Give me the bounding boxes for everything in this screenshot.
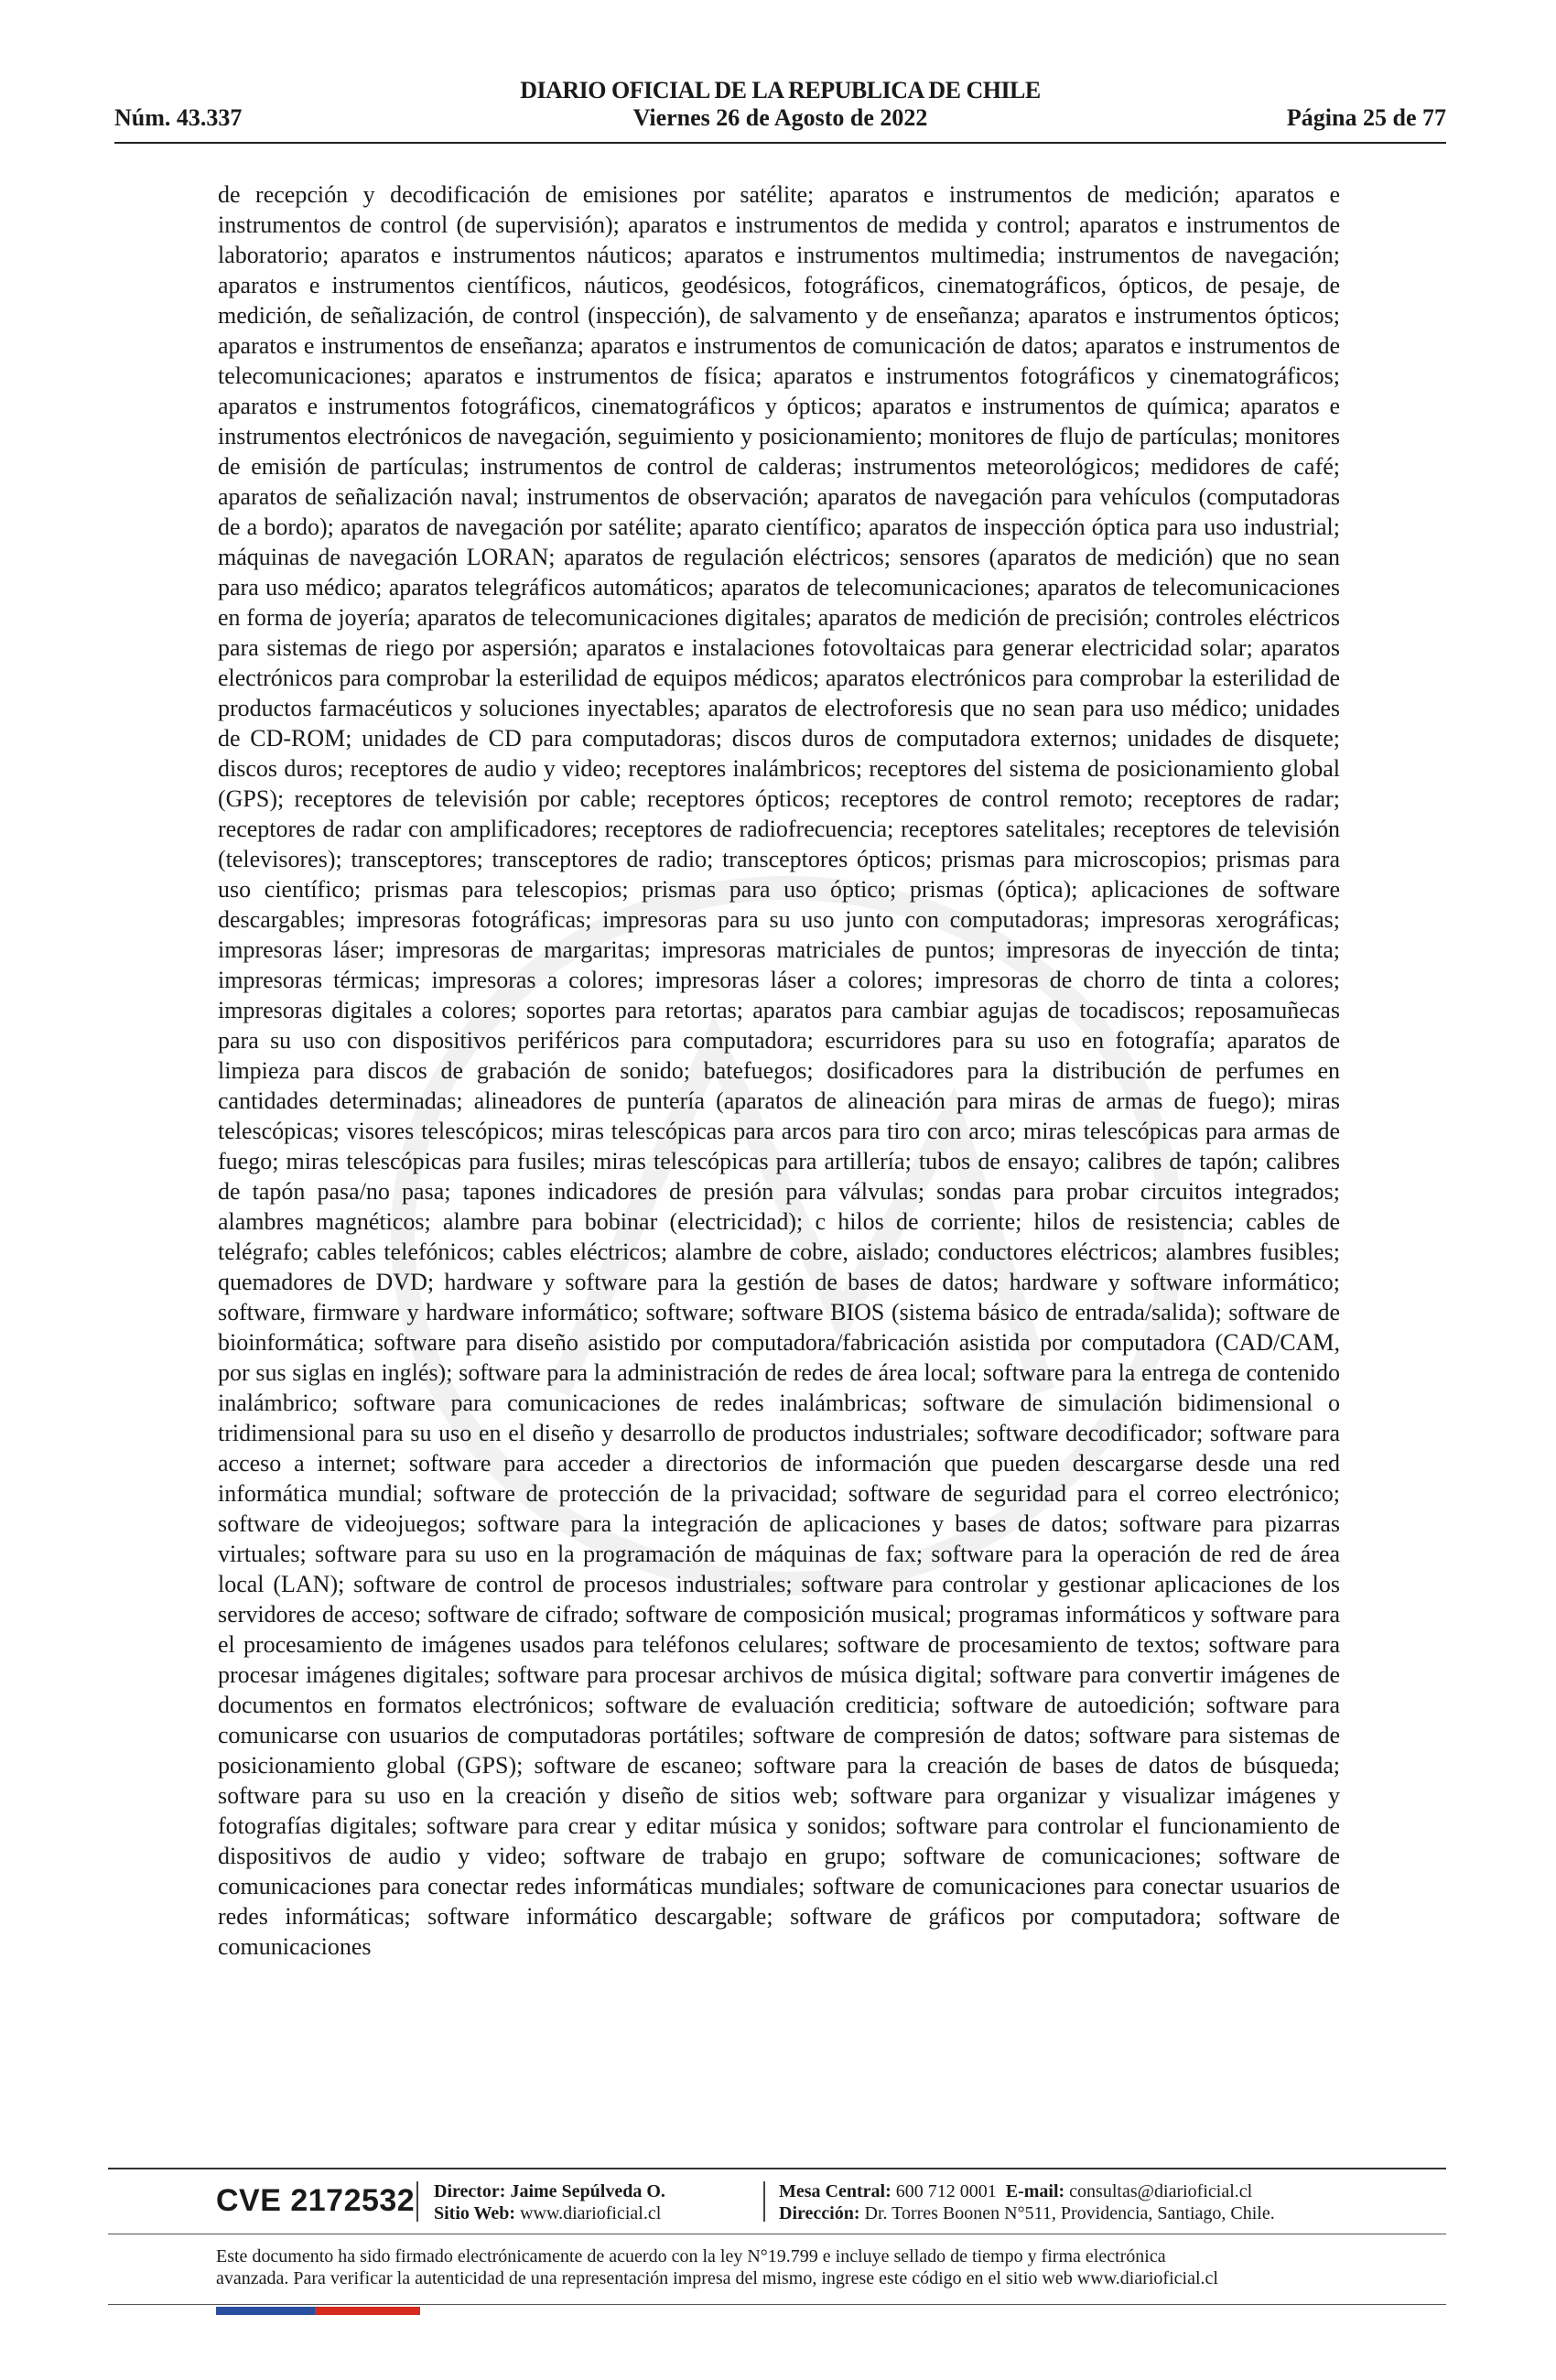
footer-divider-bottom — [108, 2304, 1446, 2305]
legal-notice-line: avanzada. Para verificar la autenticidad de una representación impresa del mismo, ingrese este código en el sitio web www.diarioficial.cl — [216, 2268, 1218, 2288]
legal-notice-line: Este documento ha sido firmado electrónicamente de acuerdo con la ley N°19.799 e incluye sellado de tiempo y firma electrónica — [216, 2246, 1166, 2266]
issue-number: Núm. 43.337 — [114, 104, 243, 131]
legal-notice — [216, 2245, 1369, 2289]
issue-date: Viernes 26 de Agosto de 2022 — [632, 104, 928, 131]
flag-blue-segment — [216, 2307, 315, 2315]
address-label: Dirección: — [779, 2203, 860, 2223]
website-link[interactable]: www.diarioficial.cl — [520, 2203, 662, 2223]
phone-label: Mesa Central: — [779, 2181, 891, 2202]
header-divider — [114, 142, 1446, 144]
footer-contact-block — [779, 2180, 1275, 2224]
footer-separator — [416, 2181, 418, 2222]
flag-red-segment — [315, 2307, 420, 2315]
publication-title: DIARIO OFICIAL DE LA REPUBLICA DE CHILE — [520, 77, 1041, 103]
page-header — [114, 71, 1446, 146]
footer-director-block — [434, 2180, 665, 2224]
phone-value: 600 712 0001 — [895, 2181, 997, 2202]
body-paragraph: de recepción y decodificación de emisiones por satélite; aparatos e instrumentos de medición; aparatos e instrumentos de control (de supervisión); aparatos e instrumentos de medida y control; aparatos e instrumentos de laboratorio; aparatos e instrumentos náuticos; aparatos e instrumentos multimedia; instrumentos de navegación; aparatos e instrumentos científicos, náuticos, geodésicos, fotográficos, cinematográficos, ópticos, de pesaje, de medición, de señalización, de control (inspección), de salvamento y de enseñanza; aparatos e instrumentos ópticos; aparatos e instrumentos de enseñanza; aparatos e instrumentos de comunicación de datos; aparatos e instrumentos de telecomunicaciones; aparatos e instrumentos de física; aparatos e instrumentos fotográficos y cinematográficos; aparatos e instrumentos fotográficos, cinematográficos y ópticos; aparatos e instrumentos de química; aparatos e instrumentos electrónicos de navegación, seguimiento y posicionamiento; monitores de flujo de partículas; monitores de emisión de partículas; instrumentos de control de calderas; instrumentos meteorológicos; medidores de café; aparatos de señalización naval; instrumentos de observación; aparatos de navegación para vehículos (computadoras de a bordo); aparatos de navegación por satélite; aparato científico; aparatos de inspección óptica para uso industrial; máquinas de navegación LORAN; aparatos de regulación eléctricos; sensores (aparatos de medición) que no sean para uso médico; aparatos telegráficos automáticos; aparatos de telecomunicaciones; aparatos de telecomunicaciones en forma de joyería; aparatos de telecomunicaciones digitales; aparatos de medición de precisión; controles eléctricos para sistemas de riego por aspersión; aparatos e instalaciones fotovoltaicas para generar electricidad solar; aparatos electrónicos para comprobar la esterilidad de equipos médicos; aparatos electrónicos para comprobar la esterilidad de productos farmacéuticos y soluciones inyectables; aparatos de electroforesis que no sean para uso médico; unidades de CD-ROM; unidades de CD para computadoras; discos duros de computadora externos; unidades de disquete; discos duros; receptores de audio y video; receptores inalámbricos; receptores del sistema de posicionamiento global (GPS); receptores de televisión por cable; receptores ópticos; receptores de control remoto; receptores de radar; receptores de radar con amplificadores; receptores de radiofrecuencia; receptores satelitales; receptores de televisión (televisores); transceptores; transceptores de radio; transceptores ópticos; prismas para microscopios; prismas para uso científico; prismas para telescopios; prismas para uso óptico; prismas (óptica); aplicaciones de software descargables; impresoras fotográficas; impresoras para su uso junto con computadoras; impresoras xerográficas; impresoras láser; impresoras de margaritas; impresoras matriciales de puntos; impresoras de inyección de tinta; impresoras térmicas; impresoras a colores; impresoras láser a colores; impresoras de chorro de tinta a colores; impresoras digitales a colores; soportes para retortas; aparatos para cambiar agujas de tocadiscos; reposamuñecas para su uso con dispositivos periféricos para computadora; escurridores para su uso en fotografía; aparatos de limpieza para discos de grabación de sonido; batefuegos; dosificadores para la distribución de perfumes en cantidades determinadas; alineadores de puntería (aparatos de alineación para miras de armas de fuego); miras telescópicas; visores telescópicos; miras telescópicas para arcos para tiro con arco; miras telescópicas para armas de fuego; miras telescópicas para fusiles; miras telescópicas para artillería; tubos de ensayo; calibres de tapón; calibres de tapón pasa/no pasa; tapones indicadores de presión para válvulas; sondas para probar circuitos integrados; alambres magnéticos; alambre para bobinar (electricidad); c hilos de corriente; hilos de resistencia; cables de telégrafo; cables telefónicos; cables eléctricos; alambre de cobre, aislado; conductores eléctricos; alambres fusibles; quemadores de DVD; hardware y software para la gestión de bases de datos; hardware y software informático; software, firmware y hardware informático; software; software BIOS (sistema básico de entrada/salida); software de bioinformática; software para diseño asistido por computadora/fabricación asistida por computadora (CAD/CAM, por sus siglas en inglés); software para la administración de redes de área local; software para la entrega de contenido inalámbrico; software para comunicaciones de redes inalámbricas; software de simulación bidimensional o tridimensional para su uso en el diseño y desarrollo de productos industriales; software decodificador; software para acceso a internet; software para acceder a directorios de información que pueden descargarse desde una red informática mundial; software de protección de la privacidad; software de seguridad para el correo electrónico; software de videojuegos; software para la integración de aplicaciones y bases de datos; software para pizarras virtuales; software para su uso en la programación de máquinas de fax; software para la operación de red de área local (LAN); software de control de procesos industriales; software para controlar y gestionar aplicaciones de los servidores de acceso; software de cifrado; software de composición musical; programas informáticos y software para el procesamiento de imágenes usados para teléfonos celulares; software de procesamiento de textos; software para procesar imágenes digitales; software para procesar archivos de música digital; software para convertir imágenes de documentos en formatos electrónicos; software de evaluación crediticia; software de autoedición; software para comunicarse con usuarios de computadoras portátiles; software de compresión de datos; software para sistemas de posicionamiento global (GPS); software de escaneo; software para la creación de bases de datos de búsqueda; software para su uso en la creación y diseño de sitios web; software para organizar y visualizar imágenes y fotografías digitales; software para crear y editar música y sonidos; software para controlar el funcionamiento de dispositivos de audio y video; software de trabajo en grupo; software de comunicaciones; software de comunicaciones para conectar redes informáticas mundiales; software de comunicaciones para conectar usuarios de redes informáticas; software informático descargable; software de gráficos por computadora; software de comunicaciones — [218, 181, 1340, 1960]
footer-divider-top — [108, 2168, 1446, 2169]
page-number: Página 25 de 77 — [1286, 104, 1446, 131]
director-name: Jaime Sepúlveda O. — [510, 2181, 665, 2202]
website-label: Sitio Web: — [434, 2203, 516, 2223]
director-label: Director: — [434, 2181, 506, 2202]
footer-separator — [763, 2181, 765, 2222]
address-value: Dr. Torres Boonen N°511, Providencia, Santiago, Chile. — [864, 2203, 1275, 2223]
chile-flag-bar — [216, 2307, 420, 2315]
email-label: E-mail: — [1005, 2181, 1065, 2202]
email-link[interactable]: consultas@diarioficial.cl — [1069, 2181, 1253, 2202]
cve-code: CVE 2172532 — [216, 2183, 416, 2218]
